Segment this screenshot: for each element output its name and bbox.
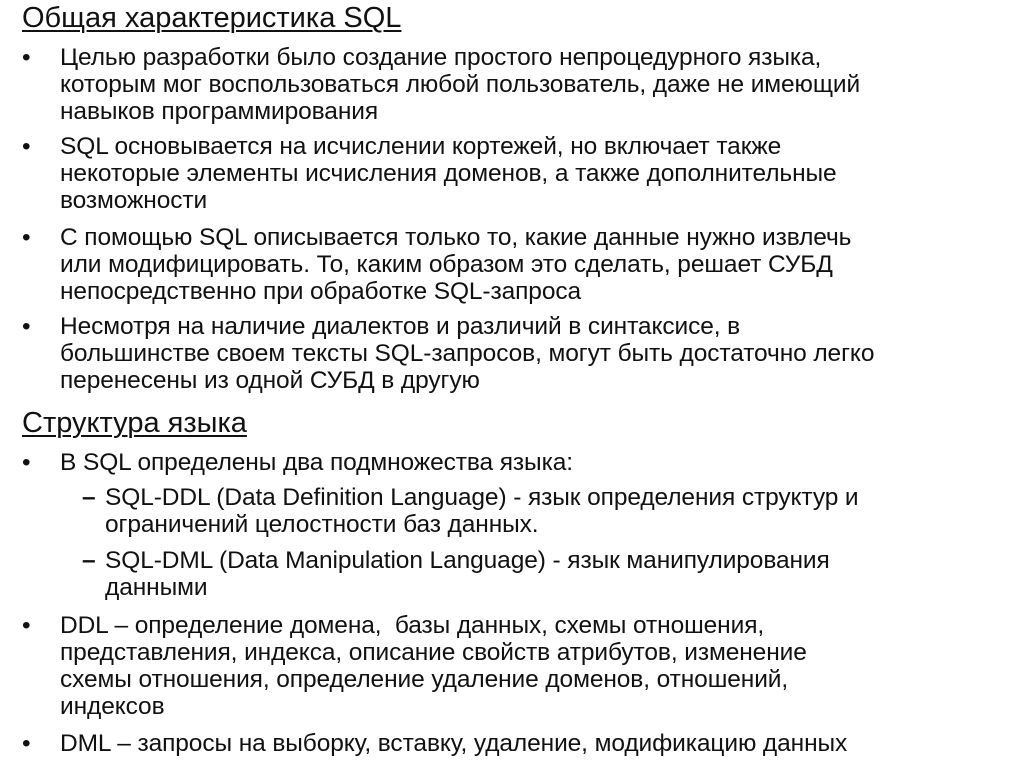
bullet-line: С помощью SQL описывается только то, какие данные нужно извлечь — [60, 224, 852, 251]
bullet-line: Целью разработки было создание простого непроцедурного языка, — [60, 44, 822, 71]
bullet-line: некоторые элементы исчисления доменов, а также дополнительные — [60, 160, 837, 187]
bullet-line: большинстве своем тексты SQL-запросов, могут быть достаточно легко — [60, 340, 875, 367]
bullet-marker: • — [22, 449, 31, 476]
bullet-line: или модифицировать. То, каким образом это сделать, решает СУБД — [60, 251, 833, 278]
bullet-marker: • — [22, 133, 31, 160]
bullet-line: навыков программирования — [60, 98, 379, 125]
bullet-line: данными — [105, 574, 208, 601]
bullet-line: SQL-DML (Data Manipulation Language) - язык манипулирования — [105, 547, 830, 574]
bullet-line: ограничений целостности баз данных. — [105, 511, 539, 538]
bullet-line: схемы отношения, определение удаление доменов, отношений, — [60, 666, 789, 693]
bullet-line: индексов — [60, 693, 165, 720]
bullet-line: представления, индекса, описание свойств атрибутов, изменение — [60, 639, 807, 666]
bullet-marker: • — [22, 730, 31, 757]
bullet-line: возможности — [60, 187, 208, 214]
bullet-line: DML – запросы на выборку, вставку, удаление, модификацию данных — [60, 730, 848, 757]
bullet-marker: • — [22, 224, 31, 251]
bullet-line: SQL основывается на исчислении кортежей, но включает также — [60, 133, 782, 160]
bullet-line: непосредственно при обработке SQL-запроса — [60, 278, 582, 305]
bullet-line: которым мог воспользоваться любой пользователь, даже не имеющий — [60, 71, 861, 98]
bullet-marker: • — [22, 44, 31, 71]
section-title-general: Общая характеристика SQL — [22, 2, 402, 34]
dash-marker: – — [82, 484, 96, 511]
bullet-marker: • — [22, 612, 31, 639]
bullet-marker: • — [22, 313, 31, 340]
bullet-line: В SQL определены два подмножества языка: — [60, 449, 573, 476]
dash-marker: – — [82, 547, 96, 574]
section-title-structure: Структура языка — [22, 407, 247, 439]
bullet-line: SQL-DDL (Data Definition Language) - язык определения структур и — [105, 484, 859, 511]
bullet-line: Несмотря на наличие диалектов и различий в синтаксисе, в — [60, 313, 741, 340]
bullet-line: перенесены из одной СУБД в другую — [60, 367, 480, 394]
bullet-line: DDL – определение домена, базы данных, схемы отношения, — [60, 612, 765, 639]
